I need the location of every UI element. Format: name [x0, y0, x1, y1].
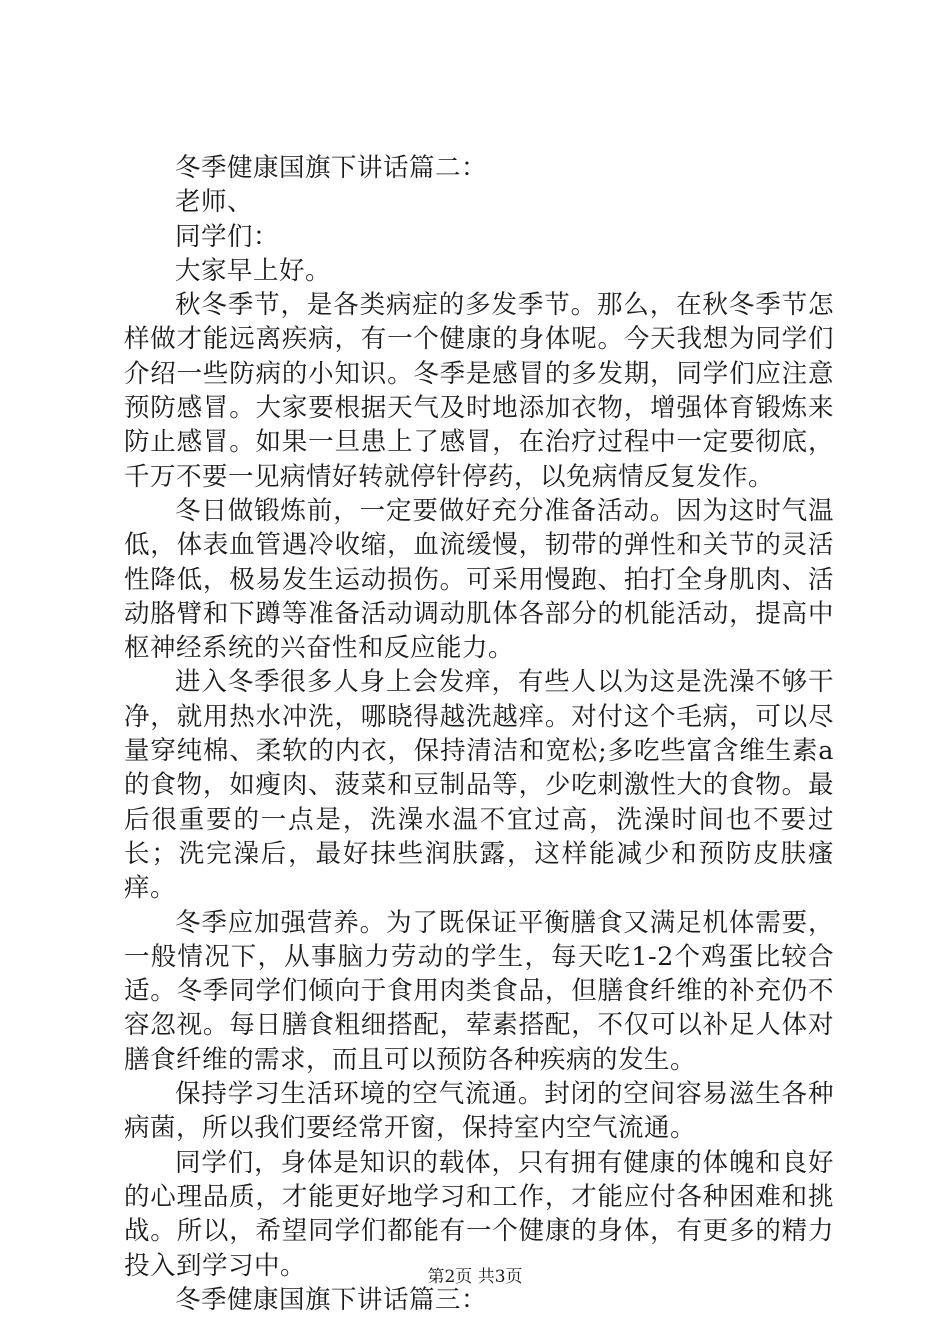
greeting: 大家早上好。: [175, 255, 332, 286]
page-number: 第2页 共3页: [427, 1267, 523, 1287]
paragraph-cold-prevention: 秋冬季节，是各类病症的多发季节。那么，在秋冬季节怎样做才能远离疾病，有一个健康的身体呢。今天我想为同学们介绍一些防病的小知识。冬季是感冒的多发期，同学们应注意预防感冒。大家要根据天气及时地添加衣物，增强体育锻炼来防止感冒。如果一旦患上了感冒，在治疗过程中一定要彻底，千万不要一见病情好转就停针停药，以免病情反复发作。: [124, 290, 834, 492]
paragraph-exercise: 冬日做锻炼前，一定要做好充分准备活动。因为这时气温低，体表血管遇冷收缩，血流缓慢，韧带的弹性和关节的灵活性降低，极易发生运动损伤。可采用慢跑、拍打全身肌肉、活动胳臂和下蹲等准备活动调动肌体各部分的机能活动，提高中枢神经系统的兴奋性和反应能力。: [124, 495, 834, 664]
section-heading: 冬季健康国旗下讲话篇二：: [175, 153, 488, 183]
next-section-heading: 冬季健康国旗下讲话篇三：: [175, 1284, 488, 1315]
document-body: [124, 151, 834, 1317]
paragraph-conclusion: 同学们，身体是知识的载体，只有拥有健康的体魄和良好的心理品质，才能更好地学习和工作，才能应付各种困难和挑战。所以，希望同学们都能有一个健康的身体，有更多的精力投入到学习中。: [124, 1147, 834, 1281]
salutation-students: 同学们：: [175, 221, 280, 252]
paragraph-ventilation: 保持学习生活环境的空气流通。封闭的空间容易滋生各种病菌，所以我们要经常开窗，保持室内空气流通。: [124, 1079, 834, 1144]
salutation-teachers: 老师、: [175, 187, 254, 218]
paragraph-nutrition: 冬季应加强营养。为了既保证平衡膳食又满足机体需要，一般情况下，从事脑力劳动的学生，每天吃1-2个鸡蛋比较合适。冬季同学们倾向于食用肉类食品，但膳食纤维的补充仍不容忽视。每日膳食粗细搭配，荤素搭配，不仅可以补足人体对膳食纤维的需求，而且可以预防各种疾病的发生。: [124, 907, 834, 1075]
paragraph-itching: 进入冬季很多人身上会发痒，有些人以为这是洗澡不够干净，就用热水冲洗，哪晓得越洗越痒。对付这个毛病，可以尽量穿纯棉、柔软的内衣，保持清洁和宽松;多吃些富含维生素a的食物，如瘦肉、菠菜和豆制品等，少吃刺激性大的食物。最后很重要的一点是，洗澡水温不宜过高，洗澡时间也不要过长；洗完澡后，最好抹些润肤露，这样能减少和预防皮肤瘙痒。: [124, 667, 834, 904]
